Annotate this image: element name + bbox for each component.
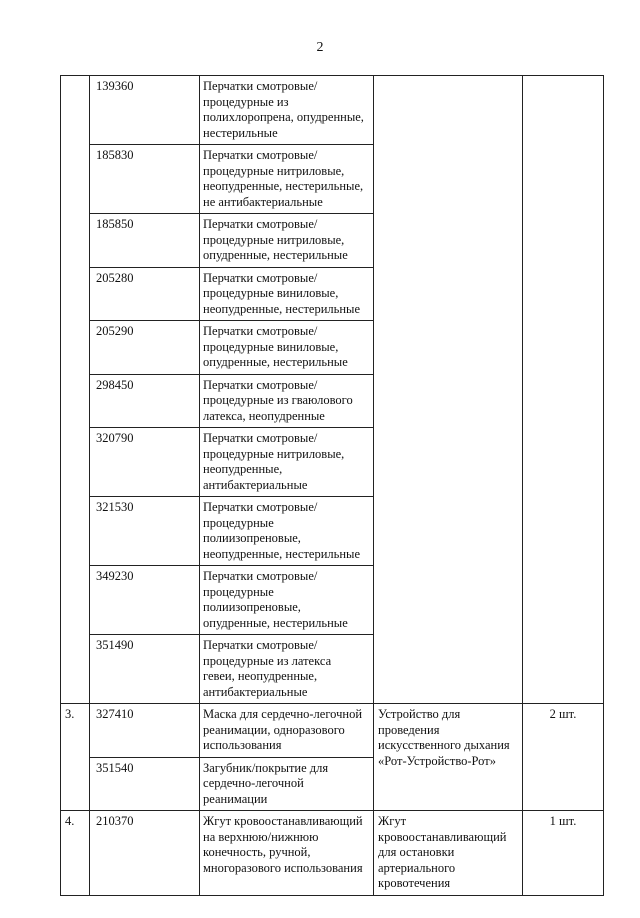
description-cell [374, 811, 523, 896]
item-name-cell-text: Перчатки смотровые/ процедурные виниловые, неопудренные, нестерильные [203, 270, 360, 316]
item-code-cell [90, 76, 200, 145]
row-number-cell [61, 76, 90, 704]
page-number: 2 [316, 40, 324, 55]
description-cell [374, 76, 523, 704]
item-code-cell-text: 351490 [96, 638, 134, 652]
item-name-cell [200, 145, 374, 214]
quantity-cell [523, 811, 604, 896]
item-code-cell-text: 210370 [96, 814, 134, 828]
item-code-cell-text: 185850 [96, 217, 134, 231]
table-row [61, 811, 604, 896]
item-name-cell [200, 214, 374, 268]
row-number-cell [61, 704, 90, 811]
item-name-cell-text: Перчатки смотровые/ процедурные полиизопреновые, неопудренные, нестерильные [203, 500, 360, 561]
item-name-cell [200, 321, 374, 375]
item-name-cell [200, 497, 374, 566]
item-code-cell-text: 327410 [96, 707, 134, 721]
item-name-cell [200, 428, 374, 497]
item-name-cell-text: Жгут кровоостанавливающий на верхнюю/нижнюю конечность, ручной, многоразового использования [203, 814, 363, 875]
item-name-cell [200, 704, 374, 758]
quantity-cell-text: 2 шт. [549, 707, 577, 721]
item-code-cell [90, 635, 200, 704]
table-row [61, 76, 604, 145]
item-code-cell-text: 185830 [96, 148, 134, 162]
item-name-cell [200, 566, 374, 635]
item-code-cell-text: 139360 [96, 79, 134, 93]
item-code-cell-text: 320790 [96, 431, 134, 445]
item-name-cell-text: Перчатки смотровые/ процедурные из гваюлового латекса, неопудренные [203, 377, 353, 423]
item-name-cell [200, 635, 374, 704]
item-code-cell-text: 351540 [96, 760, 134, 775]
description-cell [374, 704, 523, 811]
item-name-cell-text: Перчатки смотровые/ процедурные полиизопреновые, опудренные, нестерильные [203, 569, 348, 630]
item-code-cell [90, 566, 200, 635]
items-table [60, 75, 604, 896]
item-code-cell [90, 757, 200, 811]
item-name-cell-text: Маска для сердечно-легочной реанимации, одноразового использования [203, 707, 363, 752]
item-code-cell-text: 205280 [96, 270, 134, 285]
item-name-cell-text: Загубник/покрытие для сердечно-легочной реанимации [203, 760, 329, 806]
item-name-cell [200, 76, 374, 145]
item-code-cell [90, 704, 200, 758]
item-code-cell [90, 267, 200, 321]
table-row [61, 704, 604, 758]
item-code-cell-text: 349230 [96, 569, 134, 583]
item-code-cell-text: 298450 [96, 377, 134, 392]
item-code-cell-text: 321530 [96, 500, 134, 514]
item-name-cell [200, 757, 374, 811]
row-number-cell-text: 4. [65, 814, 75, 828]
item-name-cell-text: Перчатки смотровые/ процедурные из полихлоропрена, опудренные, нестерильные [203, 79, 364, 140]
quantity-cell [523, 76, 604, 704]
item-code-cell [90, 374, 200, 428]
item-name-cell [200, 811, 374, 896]
item-code-cell [90, 214, 200, 268]
row-number-cell-text: 3. [65, 707, 75, 721]
row-number-cell [61, 811, 90, 896]
item-name-cell-text: Перчатки смотровые/ процедурные нитриловые, неопудренные, антибактериальные [203, 431, 345, 492]
item-name-cell-text: Перчатки смотровые/ процедурные нитриловые, неопудренные, нестерильные, не антибактериальные [203, 148, 364, 209]
description-cell-text: Жгут кровоостанавливающий для остановки артериального кровотечения [378, 814, 507, 890]
item-code-cell [90, 811, 200, 896]
item-code-cell [90, 497, 200, 566]
quantity-cell-text: 1 шт. [549, 814, 577, 828]
description-cell-text: Устройство для проведения искусственного дыхания «Рот-Устройство-Рот» [378, 707, 510, 768]
item-code-cell [90, 428, 200, 497]
item-name-cell [200, 374, 374, 428]
item-name-cell-text: Перчатки смотровые/ процедурные нитриловые, опудренные, нестерильные [203, 217, 348, 262]
item-code-cell-text: 205290 [96, 324, 134, 338]
item-name-cell-text: Перчатки смотровые/ процедурные из латекса гевеи, неопудренные, антибактериальные [203, 638, 332, 699]
quantity-cell [523, 704, 604, 811]
item-code-cell [90, 321, 200, 375]
item-code-cell [90, 145, 200, 214]
item-name-cell-text: Перчатки смотровые/ процедурные виниловые, опудренные, нестерильные [203, 324, 348, 369]
item-name-cell [200, 267, 374, 321]
